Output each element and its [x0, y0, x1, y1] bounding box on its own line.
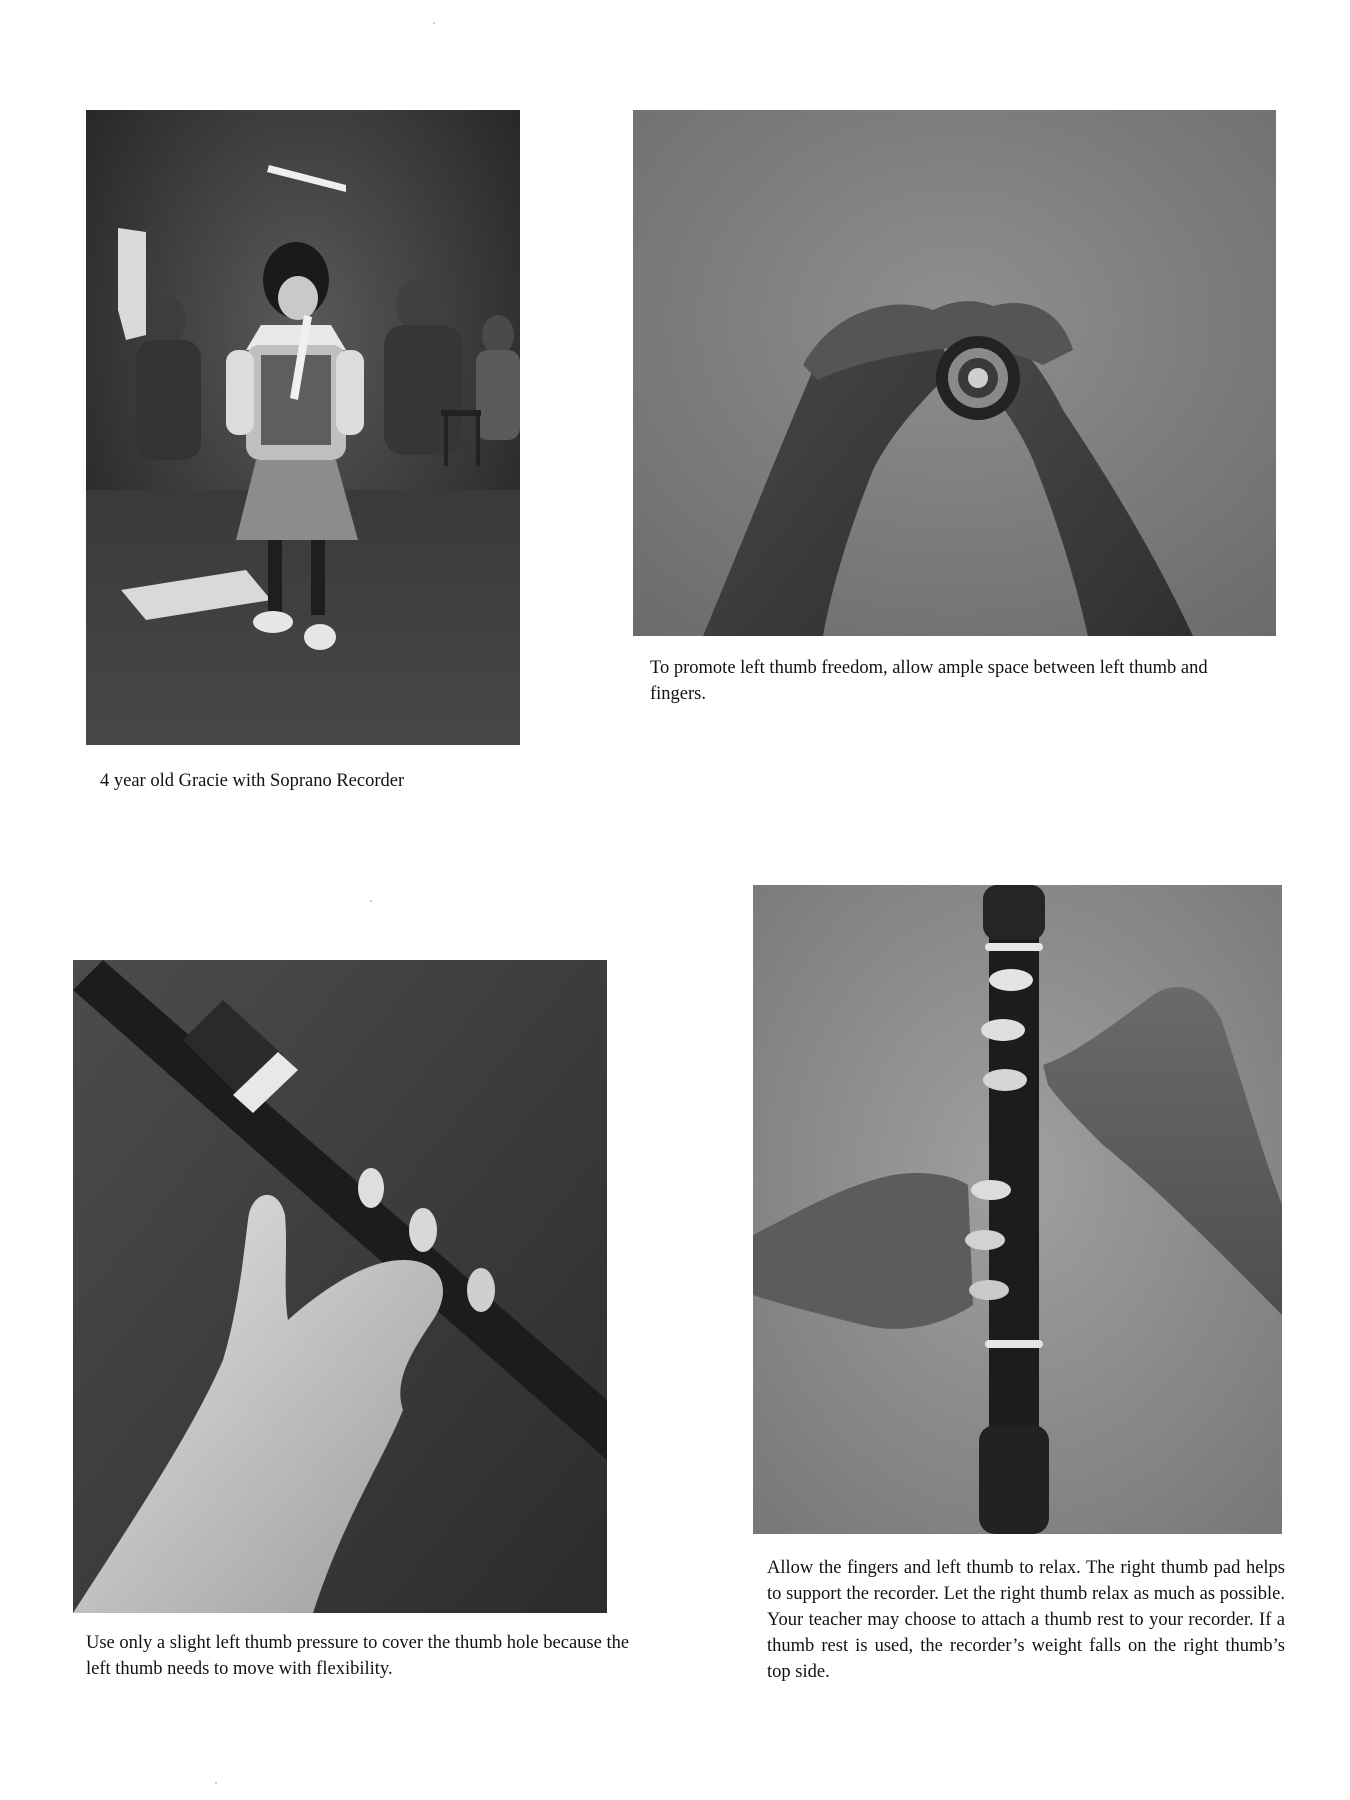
caption-relax: Allow the fingers and left thumb to relax. The right thumb pad helps to support the recorder. Let the right thumb relax as much as possible. Your teacher may choose to attach a thumb rest to your recorder. If a thumb rest is used, the recorder’s weight falls on the right thumb’s top side. — [767, 1558, 1285, 1682]
caption-thumb-freedom: To promote left thumb freedom, allow ample space between left thumb and fingers. — [650, 658, 1208, 704]
both-hands-recorder-photo — [753, 885, 1282, 1534]
caption-thumb-pressure: Use only a slight left thumb pressure to cover the thumb hole because the left thumb needs to move with flexibility. — [86, 1633, 630, 1679]
scan-speck — [433, 22, 435, 24]
scan-speck — [215, 1782, 217, 1784]
left-thumb-recorder-photo — [73, 960, 607, 1613]
hands-recorder-endon-photo — [633, 110, 1276, 636]
photo-thumb-pressure — [73, 960, 607, 1613]
photo-gracie — [86, 110, 520, 745]
child-recorder-photo — [86, 110, 520, 745]
photo-relax — [753, 885, 1282, 1534]
scan-speck — [370, 900, 372, 902]
photo-thumb-freedom — [633, 110, 1276, 636]
caption-gracie: 4 year old Gracie with Soprano Recorder — [100, 771, 405, 791]
